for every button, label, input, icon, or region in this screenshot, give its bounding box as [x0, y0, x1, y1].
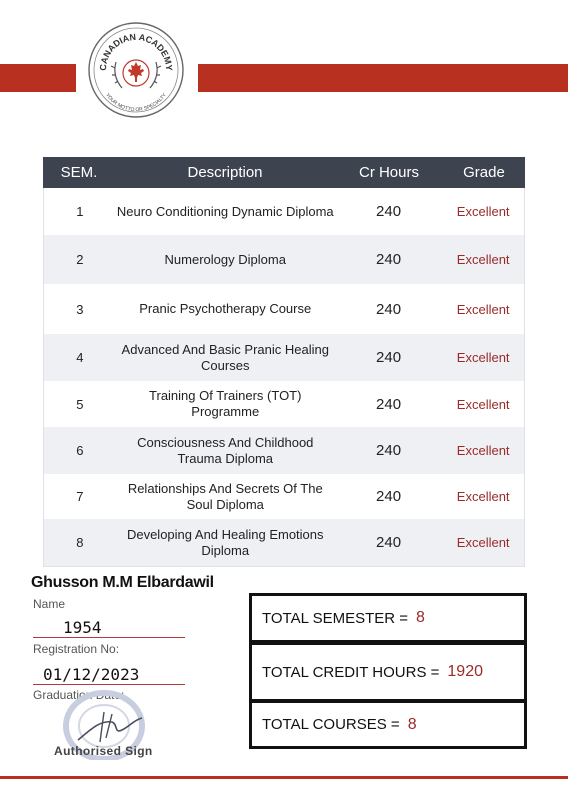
table-row [44, 284, 524, 334]
row-grade: Excellent [456, 252, 510, 267]
header-description: Description [187, 163, 263, 181]
header-grade: Grade [463, 164, 505, 181]
row-description: Training Of Trainers (TOT) Programme [149, 388, 302, 419]
registration-number: 1954 [33, 618, 185, 638]
table-row [44, 519, 524, 566]
row-sem: 8 [76, 535, 84, 550]
row-sem: 6 [76, 443, 84, 458]
row-description: Pranic Psychotherapy Course [139, 301, 312, 316]
row-cr-hours: 240 [376, 534, 402, 551]
registration-label: Registration No: [33, 642, 120, 656]
total-credit-hours-value: 1920 [447, 663, 483, 680]
name-label: Name [33, 597, 66, 611]
graduation-label: Graduation Date: [33, 688, 125, 702]
table-body [43, 188, 525, 567]
authorised-sign-label: Authorised Sign [54, 744, 153, 758]
total-semester-box [249, 593, 527, 643]
row-description: Neuro Conditioning Dynamic Diploma [116, 203, 334, 219]
logo-motto: YOUR MOTTO OR SPECIALTY [104, 92, 168, 114]
student-name: Ghusson M.M Elbardawil [31, 574, 214, 591]
header-band-left [0, 64, 76, 92]
header-band-right [198, 64, 568, 92]
total-semester-value: 8 [416, 609, 425, 626]
row-grade: Excellent [456, 204, 510, 219]
row-grade: Excellent [456, 350, 510, 365]
row-grade: Excellent [456, 443, 510, 458]
academy-logo [86, 20, 186, 120]
graduation-date: 01/12/2023 [33, 665, 185, 685]
total-courses-box [249, 700, 527, 749]
table-header [43, 157, 525, 188]
row-sem: 5 [76, 396, 84, 412]
table-row [44, 334, 524, 381]
table-row [44, 427, 524, 474]
row-cr-hours: 240 [376, 349, 402, 366]
row-sem: 2 [76, 252, 84, 267]
transcript-table [43, 157, 525, 567]
table-row [44, 235, 524, 284]
total-semester-label: TOTAL SEMESTER = [262, 609, 409, 627]
row-grade: Excellent [456, 396, 510, 412]
row-cr-hours: 240 [376, 203, 402, 220]
row-cr-hours: 240 [376, 300, 402, 318]
row-grade: Excellent [456, 301, 510, 317]
row-cr-hours: 240 [376, 488, 402, 505]
header-cr-hours: Cr Hours [358, 164, 419, 181]
row-grade: Excellent [456, 535, 510, 550]
row-cr-hours: 240 [376, 251, 402, 268]
row-grade: Excellent [456, 489, 510, 504]
row-cr-hours: 240 [376, 395, 402, 413]
total-courses-label: TOTAL COURSES = [262, 716, 400, 733]
total-credit-hours-label: TOTAL CREDIT HOURS = [262, 663, 440, 681]
total-courses-value: 8 [407, 715, 417, 733]
table-row [44, 474, 524, 519]
row-description: Numerology Diploma [164, 251, 286, 267]
row-sem: 3 [76, 301, 84, 317]
header-sem: SEM. [60, 164, 98, 181]
row-sem: 4 [76, 350, 84, 365]
row-description: Consciousness And Childhood Trauma Diploma [137, 434, 314, 466]
table-row [44, 381, 524, 427]
row-description: Advanced And Basic Pranic Healing Courses [121, 341, 329, 373]
table-row [44, 188, 524, 235]
row-sem: 1 [76, 204, 84, 219]
row-description: Relationships And Secrets Of The Soul Diploma [127, 480, 323, 512]
row-sem: 7 [76, 489, 84, 504]
total-credit-hours-box [249, 642, 527, 702]
row-cr-hours: 240 [376, 442, 402, 459]
logo-arc-text: CANADIAN ACADEMY [97, 31, 175, 72]
footer-rule [0, 776, 568, 779]
row-description: Developing And Healing Emotions Diploma [126, 526, 324, 558]
